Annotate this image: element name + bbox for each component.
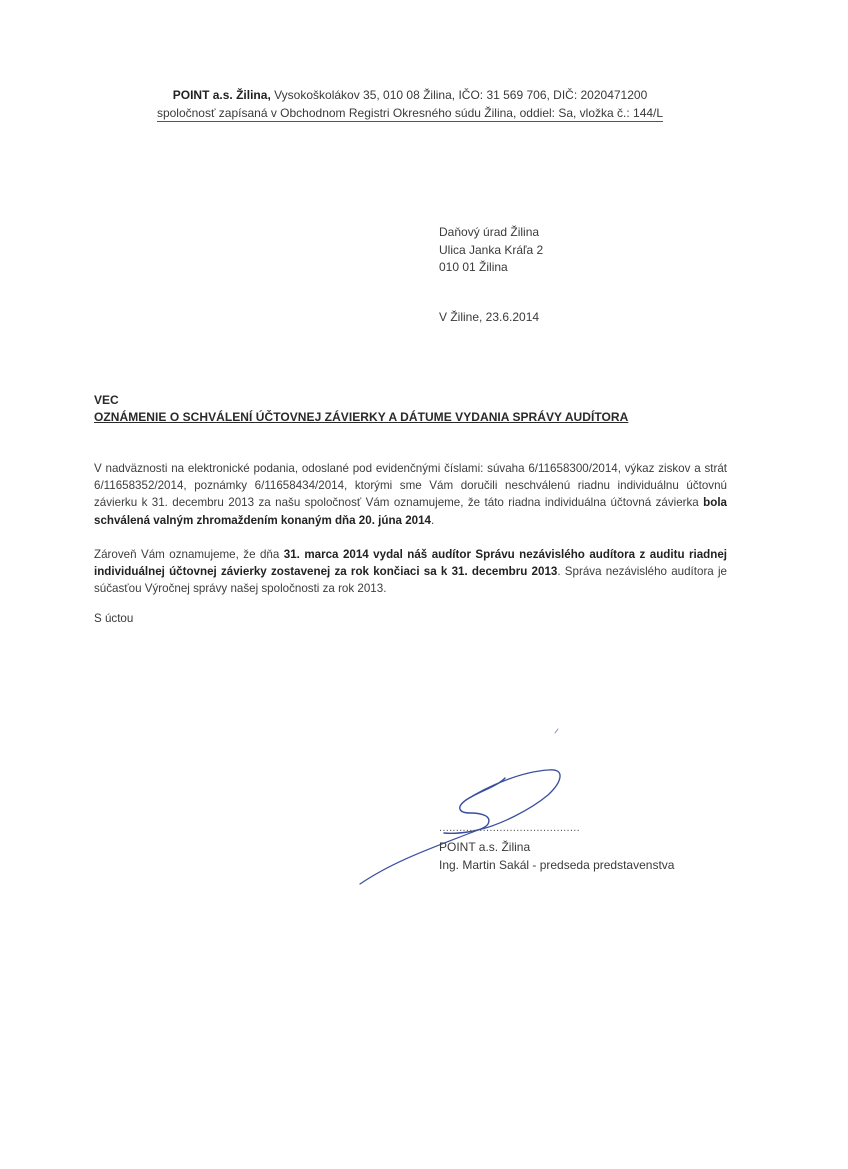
closing-salutation: S úctou [94,612,134,625]
subject-title: OZNÁMENIE O SCHVÁLENÍ ÚČTOVNEJ ZÁVIERKY A DÁTUME VYDANIA SPRÁVY AUDÍTORA [94,410,629,424]
paragraph-2-text-1: Zároveň Vám oznamujeme, že dňa [94,548,284,561]
signature-line: .......................................... [439,822,580,834]
signer-name: Ing. Martin Sakál - predseda predstavenstva [439,858,675,872]
paragraph-1-bold: bola schválená valným zhromaždením konaným dňa 20. júna 2014 [94,496,727,527]
paragraph-2 [94,546,727,598]
letterhead-details: Vysokoškolákov 35, 010 08 Žilina, IČO: 31 569 706, DIČ: 2020471200 [270,88,648,102]
recipient-address [439,224,543,277]
recipient-line-3: 010 01 Žilina [439,260,508,274]
signature-stroke-loop [466,770,560,830]
subject-block [94,392,628,426]
paragraph-2-bold: 31. marca 2014 vydal náš audítor Správu nezávislého audítora z auditu riadnej individuálnej účtovnej závierky zostavenej za rok končiaci sa k 31. decembru 2013 [94,548,727,579]
subject-label: VEC [94,393,119,407]
paragraph-1 [94,460,727,529]
signature-dot-mark [555,729,558,733]
paragraph-1-text: V nadväznosti na elektronické podania, odoslané pod evidenčnými číslami: súvaha 6/11658300/2014, výkaz ziskov a strát 6/11658352/2014, poznámky 6/11658434/2014, ktorými sme Vám doručili neschválenú riadnu individuálnu účtovnú závierku k 31. decembru 2013 za našu spoločnosť Vám oznamujeme, že táto riadna individuálna účtovná závierka [94,462,727,510]
recipient-line-2: Ulica Janka Kráľa 2 [439,242,544,257]
letterhead-registry: spoločnosť zapísaná v Obchodnom Registri Okresného súdu Žilina, oddiel: Sa, vložka č.: 144/L [156,106,664,120]
letterhead-line [0,86,820,104]
signer-company: POINT a.s. Žilina [439,840,531,854]
letterhead-company: POINT a.s. Žilina, [172,88,271,102]
letterhead [0,86,820,122]
signer-block [439,838,674,874]
paragraph-1-end: . [431,513,435,527]
paragraph-2-text-2: . Správa nezávislého audítora je súčasťou Výročnej správy našej spoločnosti za rok 2013. [94,565,727,596]
letter-date: V Žiline, 23.6.2014 [439,310,540,324]
recipient-line-1: Daňový úrad Žilina [439,225,540,239]
